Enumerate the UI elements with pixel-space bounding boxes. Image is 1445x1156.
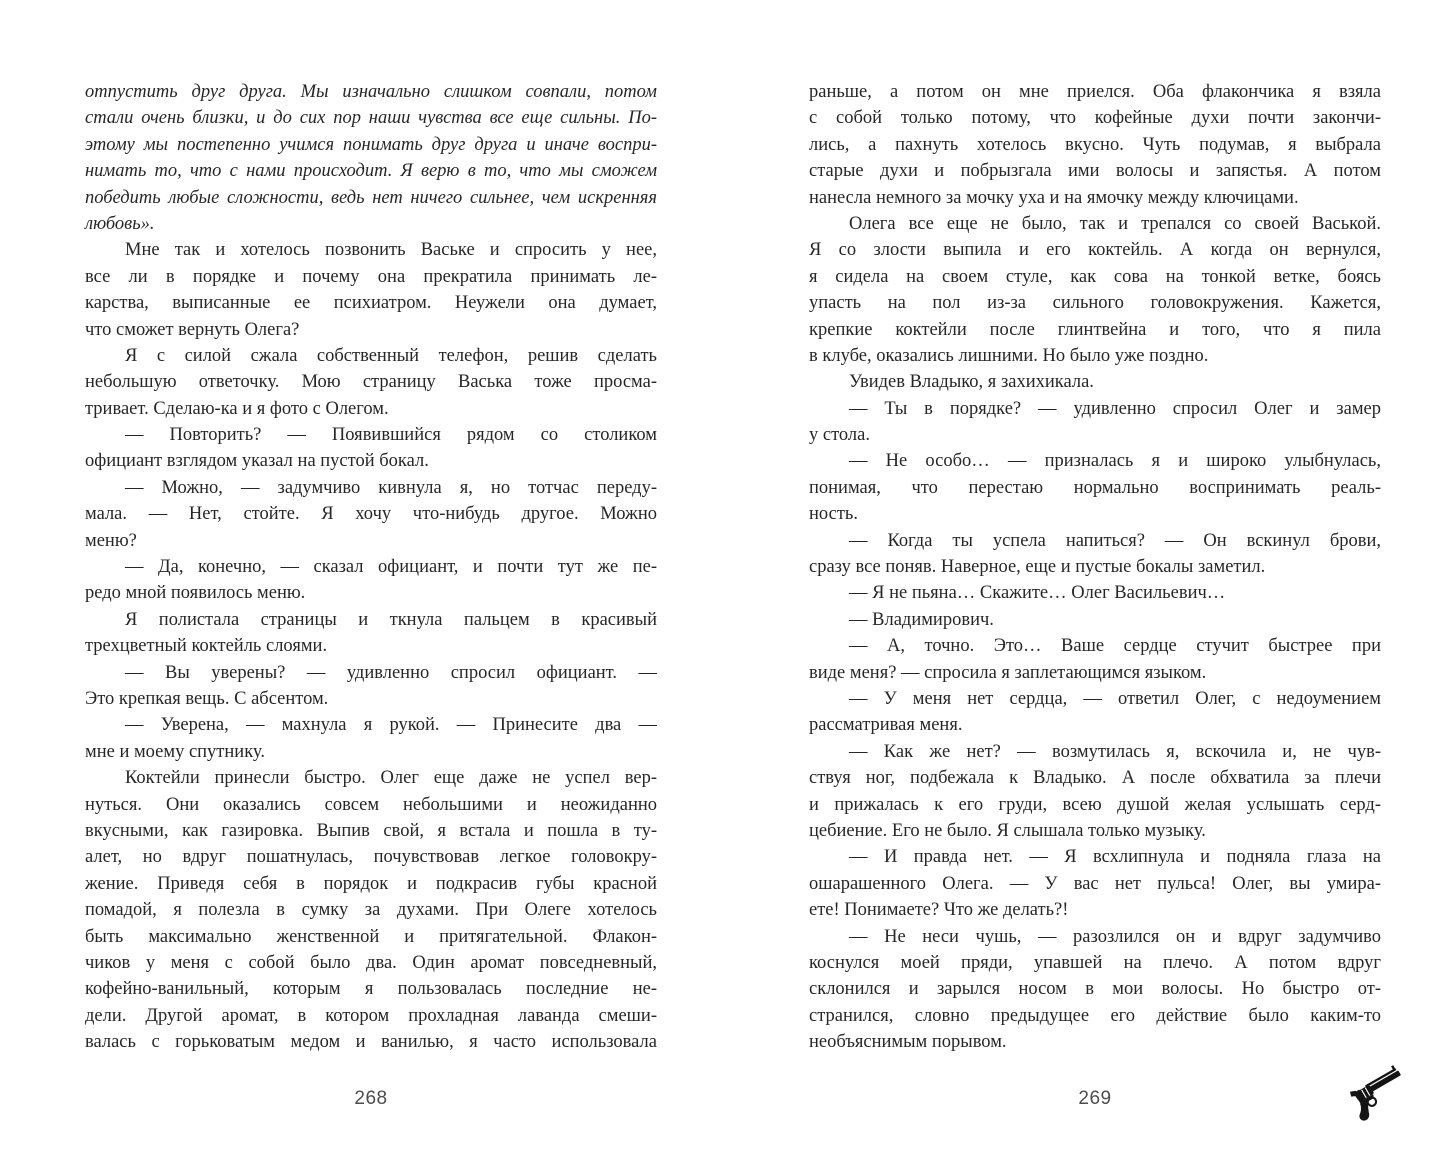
text-line: ошарашенного Олега. — У вас нет пульса! Олег, вы умира- bbox=[809, 873, 1381, 894]
text-line: быть максимально женственной и притягательной. Флакон- bbox=[85, 926, 657, 947]
text-line: этому мы постепенно учимся понимать друг друга и иначе воспри- bbox=[85, 134, 657, 155]
paragraph bbox=[809, 844, 1381, 923]
text-line: склонился и зарылся носом в мои волосы. Но быстро от- bbox=[809, 979, 1381, 1000]
text-line: дели. Другой аромат, в котором прохладная лаванда смеши- bbox=[85, 1005, 657, 1026]
text-line: ствуя ног, подбежала к Владыко. А после обхватила за плечи bbox=[809, 768, 1381, 789]
paragraph bbox=[85, 237, 657, 343]
text-line: — Как же нет? — возмутилась я, вскочила и, не чув- bbox=[849, 741, 1381, 762]
text-line: — И правда нет. — Я всхлипнула и подняла глаза на bbox=[849, 847, 1381, 868]
paragraph bbox=[809, 528, 1381, 581]
text-line: ность. bbox=[809, 504, 858, 525]
text-line: понимая, что перестаю нормально воспринимать реаль- bbox=[809, 477, 1381, 498]
text-line: мала. — Нет, стойте. Я хочу что-нибудь другое. Можно bbox=[85, 504, 657, 525]
paragraph bbox=[809, 739, 1381, 845]
page-number-right: 269 bbox=[1078, 1088, 1112, 1109]
text-line: помадой, я полезла в сумку за духами. При Олеге хотелось bbox=[85, 900, 657, 921]
text-line: стали очень близки, и до сих пор наши чувства все еще сильны. По- bbox=[85, 108, 657, 129]
text-line: Мне так и хотелось позвонить Ваське и спросить у нее, bbox=[125, 240, 657, 261]
book-page-right bbox=[809, 79, 1381, 1055]
text-line: — А, точно. Это… Ваше сердце стучит быстрее при bbox=[849, 636, 1381, 657]
text-line: чиков у меня с собой было два. Один аромат повседневный, bbox=[85, 952, 657, 973]
text-line: любовь». bbox=[85, 213, 155, 234]
text-line: рассматривая меня. bbox=[809, 715, 963, 736]
text-line: Коктейли принесли быстро. Олег еще даже не успел вер- bbox=[125, 768, 657, 789]
paragraph bbox=[85, 765, 657, 1055]
body-text-right bbox=[809, 79, 1381, 1055]
text-line: ете! Понимаете? Что же делать?! bbox=[809, 900, 1069, 921]
paragraph bbox=[85, 660, 657, 713]
text-line: нуться. Они оказались совсем небольшими и неожиданно bbox=[85, 794, 657, 815]
text-line: — Повторить? — Появившийся рядом со столиком bbox=[125, 425, 657, 446]
text-line: что сможет вернуть Олега? bbox=[85, 319, 300, 340]
paragraph bbox=[809, 686, 1381, 739]
paragraph bbox=[809, 924, 1381, 1056]
paragraph bbox=[809, 580, 1381, 606]
paragraph bbox=[85, 607, 657, 660]
text-line: — У меня нет сердца, — ответил Олег, с недоумением bbox=[849, 688, 1381, 709]
page-number-left: 268 bbox=[354, 1088, 388, 1109]
text-line: трехцветный коктейль слоями. bbox=[85, 636, 328, 657]
text-line: тривает. Сделаю-ка и я фото с Олегом. bbox=[85, 398, 389, 419]
text-line: Я со злости выпила и его коктейль. А когда он вернулся, bbox=[809, 240, 1381, 261]
revolver-icon bbox=[1336, 1056, 1420, 1128]
paragraph bbox=[85, 554, 657, 607]
book-page-left bbox=[85, 79, 657, 1055]
text-line: с собой только потому, что кофейные духи почти закончи- bbox=[809, 108, 1381, 129]
text-line: упасть на пол из-за сильного головокружения. Кажется, bbox=[809, 293, 1381, 314]
text-line: Я полистала страницы и ткнула пальцем в красивый bbox=[125, 609, 657, 630]
text-line: Это крепкая вещь. С абсентом. bbox=[85, 688, 329, 709]
paragraph bbox=[85, 343, 657, 422]
text-line: — Не особо… — призналась я и широко улыбнулась, bbox=[849, 451, 1381, 472]
text-line: нимать то, что с нами происходит. Я верю в то, что мы сможем bbox=[85, 161, 657, 182]
text-line: и прижалась к его груди, всею душой желая услышать серд- bbox=[809, 794, 1381, 815]
text-line: официант взглядом указал на пустой бокал. bbox=[85, 451, 429, 472]
text-line: Я с силой сжала собственный телефон, решив сделать bbox=[125, 345, 657, 366]
paragraph bbox=[809, 396, 1381, 449]
text-line: победить любые сложности, ведь нет ничего сильнее, чем искренняя bbox=[85, 187, 657, 208]
paragraph bbox=[809, 79, 1381, 211]
text-line: — Вы уверены? — удивленно спросил официант. — bbox=[125, 662, 657, 683]
text-line: мне и моему спутнику. bbox=[85, 741, 265, 762]
text-line: раньше, а потом он мне приелся. Оба флакончика я взяла bbox=[809, 82, 1381, 102]
text-line: сразу все поняв. Наверное, еще и пустые бокалы заметил. bbox=[809, 557, 1266, 578]
text-line: коснулся моей пряди, упавшей на плечо. А потом вдруг bbox=[809, 952, 1381, 973]
text-line: необъяснимым порывом. bbox=[809, 1032, 1007, 1053]
text-line: — Можно, — задумчиво кивнула я, но тотчас переду- bbox=[125, 477, 657, 498]
paragraph bbox=[85, 712, 657, 765]
text-line: небольшую ответочку. Мою страницу Васька тоже просма- bbox=[85, 372, 657, 393]
text-line: — Не неси чушь, — разозлился он и вдруг задумчиво bbox=[849, 926, 1381, 947]
text-line: — Уверена, — махнула я рукой. — Принесите два — bbox=[125, 715, 657, 736]
text-line: странился, словно предыдущее его действие было каким-то bbox=[809, 1005, 1381, 1026]
text-line: редо мной появилось меню. bbox=[85, 583, 306, 604]
text-line: меню? bbox=[85, 530, 137, 551]
text-line: вкусными, как газировка. Выпив свой, я встала и пошла в ту- bbox=[85, 820, 657, 841]
text-line: — Когда ты успела напиться? — Он вскинул брови, bbox=[849, 530, 1381, 551]
text-line: нанесла немного за мочку уха и на ямочку между ключицами. bbox=[809, 187, 1299, 208]
text-line: я сидела на своем стуле, как сова на тонкой ветке, боясь bbox=[809, 266, 1381, 287]
text-line: у стола. bbox=[809, 425, 871, 446]
text-line: все ли в порядке и почему она прекратила принимать ле- bbox=[85, 266, 657, 287]
text-line: — Да, конечно, — сказал официант, и почти тут же пе- bbox=[125, 557, 657, 578]
text-line: жение. Приведя себя в порядок и подкрасив губы красной bbox=[85, 873, 657, 894]
text-line: Увидев Владыко, я захихикала. bbox=[849, 372, 1094, 393]
paragraph bbox=[809, 369, 1381, 395]
paragraph bbox=[809, 448, 1381, 527]
paragraph bbox=[85, 422, 657, 475]
text-line: лись, а пахнуть хотелось вкусно. Чуть подумав, я выбрала bbox=[809, 134, 1381, 155]
text-line: алет, но вдруг пошатнулась, почувствовав легкое головокру- bbox=[85, 847, 657, 868]
text-line: крепкие коктейли после глинтвейна и того, что я пила bbox=[809, 319, 1381, 340]
text-line: — Владимирович. bbox=[849, 609, 994, 630]
body-text-left bbox=[85, 79, 657, 1055]
text-line: цебиение. Его не было. Я слышала только музыку. bbox=[809, 820, 1206, 841]
text-line: валась с горьковатым медом и ванилью, я часто использовала bbox=[85, 1032, 657, 1053]
text-line: — Ты в порядке? — удивленно спросил Олег и замер bbox=[849, 398, 1381, 419]
paragraph bbox=[809, 633, 1381, 686]
text-line: виде меня? — спросила я заплетающимся языком. bbox=[809, 662, 1207, 683]
text-line: карства, выписанные ее психиатром. Неужели она думает, bbox=[85, 293, 657, 314]
text-line: кофейно-ванильный, которым я пользовалась последние не- bbox=[85, 979, 657, 1000]
paragraph bbox=[85, 79, 657, 237]
text-line: старые духи и побрызгала ими волосы и запястья. А потом bbox=[809, 161, 1381, 182]
paragraph bbox=[809, 211, 1381, 369]
paragraph bbox=[85, 475, 657, 554]
text-line: в клубе, оказались лишними. Но было уже поздно. bbox=[809, 345, 1209, 366]
text-line: отпустить друг друга. Мы изначально слишком совпали, потом bbox=[85, 82, 657, 102]
text-line: — Я не пьяна… Скажите… Олег Васильевич… bbox=[849, 583, 1226, 604]
paragraph bbox=[809, 607, 1381, 633]
text-line: Олега все еще не было, так и трепался со своей Васькой. bbox=[849, 213, 1381, 234]
